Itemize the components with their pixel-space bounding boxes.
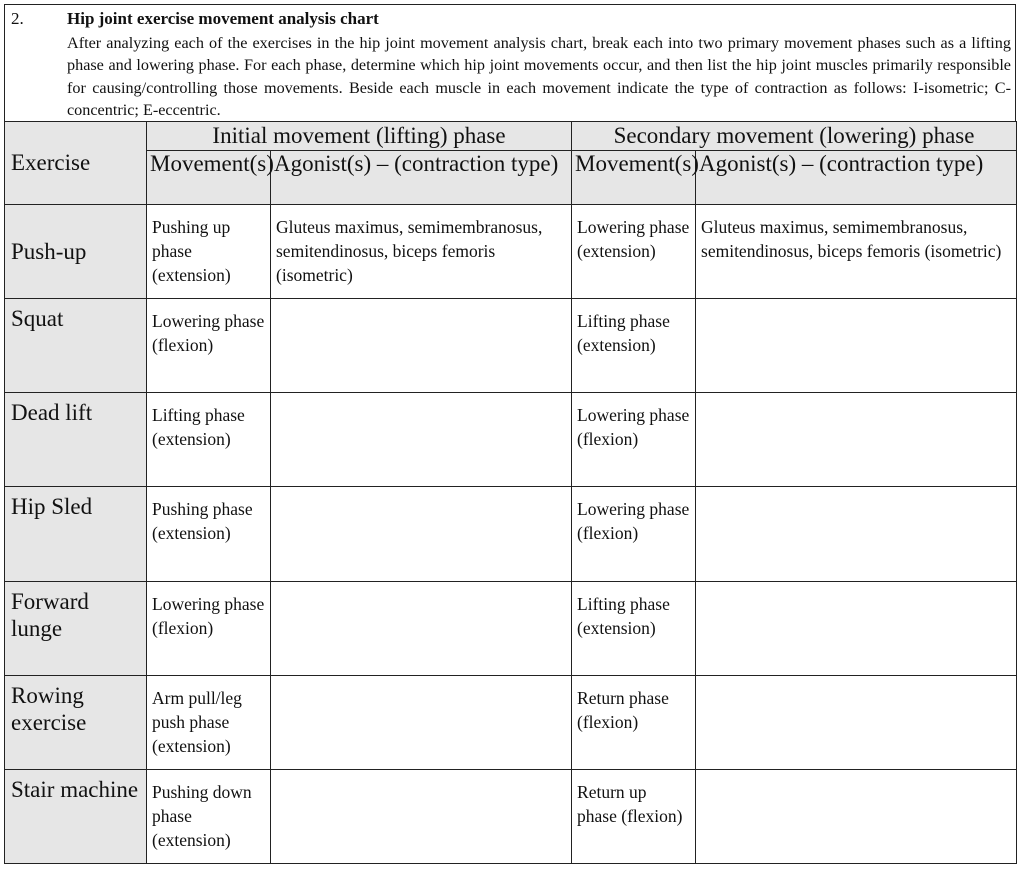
question-header	[4, 4, 1016, 121]
agonist-initial-cell[interactable]: Gluteus maximus, semimembranosus, semitendinosus, biceps femoris (isometric)	[271, 205, 572, 299]
exercise-name: Stair machine	[5, 769, 147, 863]
table-row	[5, 675, 1017, 769]
agonist-secondary-cell[interactable]	[696, 393, 1017, 487]
agonist-initial-cell[interactable]	[271, 581, 572, 675]
agonist-header-secondary: Agonist(s) – (contraction type)	[696, 151, 1017, 205]
exercise-name: Push-up	[5, 205, 147, 299]
movement-initial-cell[interactable]: Pushing down phase (extension)	[147, 769, 271, 863]
agonist-initial-cell[interactable]	[271, 769, 572, 863]
agonist-secondary-cell[interactable]: Gluteus maximus, semimembranosus, semitendinosus, biceps femoris (isometric)	[696, 205, 1017, 299]
movement-initial-cell[interactable]: Lowering phase (flexion)	[147, 581, 271, 675]
initial-phase-header: Initial movement (lifting) phase	[147, 122, 572, 151]
agonist-secondary-cell[interactable]	[696, 675, 1017, 769]
movement-secondary-cell[interactable]: Return phase (flexion)	[572, 675, 696, 769]
agonist-initial-cell[interactable]	[271, 393, 572, 487]
movement-secondary-cell[interactable]: Return up phase (flexion)	[572, 769, 696, 863]
table-row	[5, 205, 1017, 299]
table-row	[5, 393, 1017, 487]
agonist-initial-cell[interactable]	[271, 299, 572, 393]
table-row	[5, 299, 1017, 393]
agonist-initial-cell[interactable]	[271, 487, 572, 581]
agonist-secondary-cell[interactable]	[696, 487, 1017, 581]
question-title: Hip joint exercise movement analysis chart	[67, 9, 379, 28]
movement-initial-cell[interactable]: Lifting phase (extension)	[147, 393, 271, 487]
table-row	[5, 581, 1017, 675]
table-row	[5, 769, 1017, 863]
movement-initial-cell[interactable]: Pushing up phase (extension)	[147, 205, 271, 299]
secondary-phase-header: Secondary movement (lowering) phase	[572, 122, 1017, 151]
exercise-name: Rowing exercise	[5, 675, 147, 769]
question-description: After analyzing each of the exercises in the hip joint movement analysis chart, break each into two primary movement phases such as a lifting phase and lowering phase. For each phase, determine which hip joint movements occur, and then list the hip joint muscles primarily responsible for causing/controlling those movements. Beside each muscle in each movement indicate the type of contraction as follows: I-isometric; C-concentric; E-eccentric.	[67, 34, 1011, 120]
exercise-name: Dead lift	[5, 393, 147, 487]
exercise-column-header: Exercise	[5, 122, 147, 205]
agonist-secondary-cell[interactable]	[696, 769, 1017, 863]
table-row	[5, 487, 1017, 581]
exercise-name: Squat	[5, 299, 147, 393]
agonist-initial-cell[interactable]	[271, 675, 572, 769]
agonist-header-initial: Agonist(s) – (contraction type)	[271, 151, 572, 205]
movement-secondary-cell[interactable]: Lowering phase (extension)	[572, 205, 696, 299]
movement-secondary-cell[interactable]: Lowering phase (flexion)	[572, 393, 696, 487]
agonist-secondary-cell[interactable]	[696, 581, 1017, 675]
movement-header-secondary: Movement(s)	[572, 151, 696, 205]
movement-initial-cell[interactable]: Lowering phase (flexion)	[147, 299, 271, 393]
question-number: 2.	[11, 9, 24, 28]
movement-secondary-cell[interactable]: Lowering phase (flexion)	[572, 487, 696, 581]
agonist-secondary-cell[interactable]	[696, 299, 1017, 393]
movement-header-initial: Movement(s)	[147, 151, 271, 205]
movement-initial-cell[interactable]: Arm pull/leg push phase (extension)	[147, 675, 271, 769]
movement-initial-cell[interactable]: Pushing phase (extension)	[147, 487, 271, 581]
movement-secondary-cell[interactable]: Lifting phase (extension)	[572, 299, 696, 393]
movement-secondary-cell[interactable]: Lifting phase (extension)	[572, 581, 696, 675]
exercise-name: Forward lunge	[5, 581, 147, 675]
exercise-name: Hip Sled	[5, 487, 147, 581]
movement-analysis-table	[4, 121, 1017, 864]
